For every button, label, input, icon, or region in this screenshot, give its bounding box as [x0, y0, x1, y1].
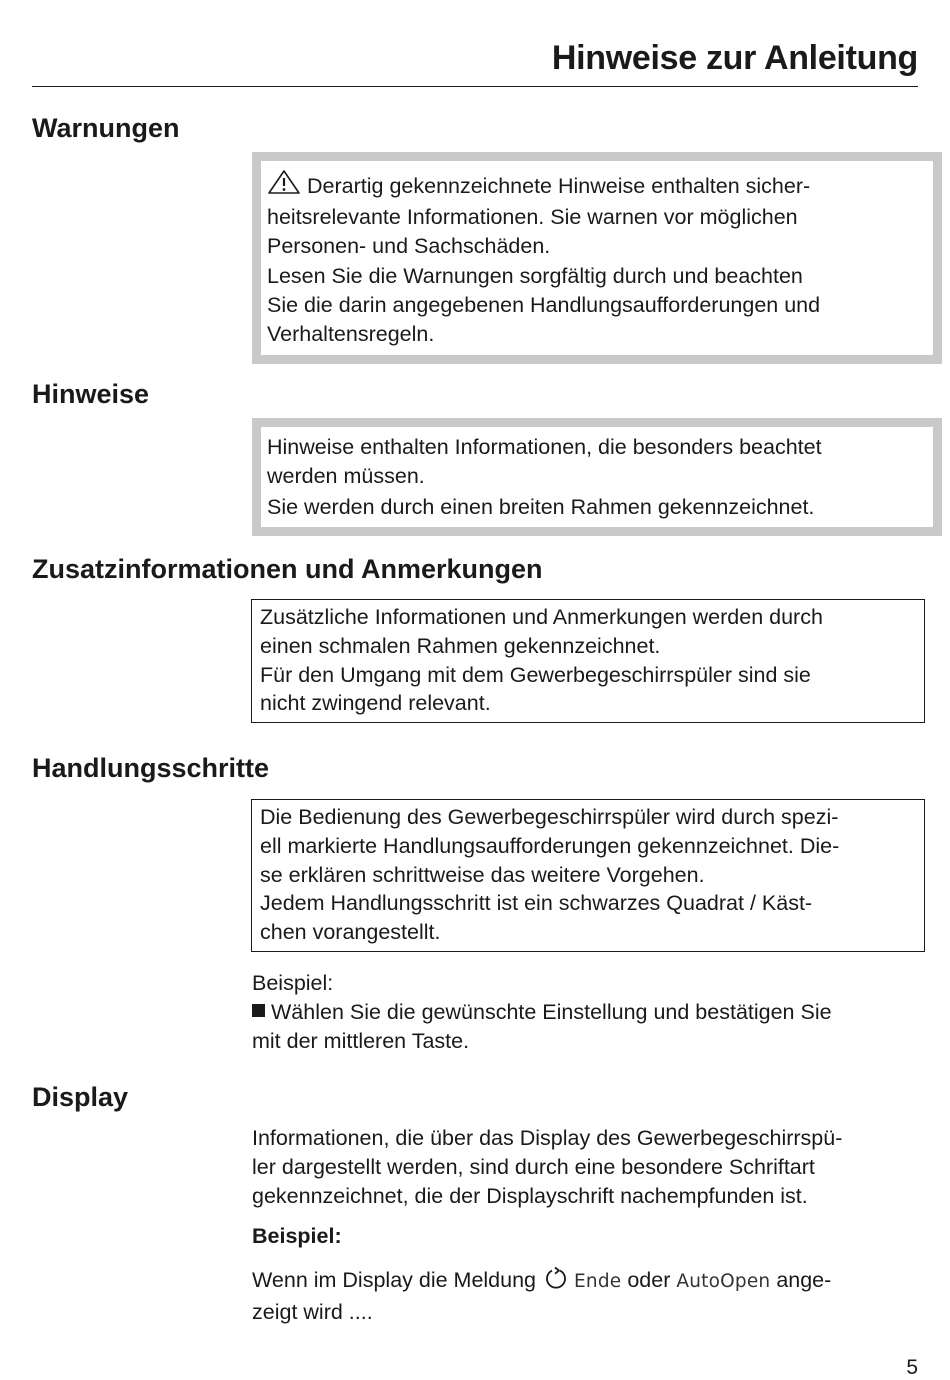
page-number: 5	[906, 1356, 918, 1379]
note-line: werden müssen.	[267, 463, 425, 488]
heading-hinweise: Hinweise	[32, 379, 150, 409]
display-text-ende: Ende	[574, 1271, 622, 1292]
cycle-icon	[544, 1266, 568, 1298]
info-line: einen schmalen Rahmen gekennzeichnet.	[260, 633, 661, 658]
display-description	[252, 1124, 922, 1210]
display-example-label: Beispiel:	[252, 1224, 342, 1248]
steps-line: chen vorangestellt.	[260, 920, 441, 945]
example-step: Wählen Sie die gewünschte Einstellung und bestätigen Sie	[252, 998, 922, 1027]
info-box	[251, 599, 925, 723]
display-line: Informationen, die über das Display des Gewerbegeschirrspü-	[252, 1126, 843, 1150]
warning-line: Lesen Sie die Warnungen sorgfältig durch und beachten	[267, 264, 803, 289]
info-line: Zusätzliche Informationen und Anmerkungen werden durch	[260, 605, 823, 629]
steps-line: ell markierte Handlungsaufforderungen gekennzeichnet. Die-	[260, 833, 840, 858]
display-example-line: Wenn im Display die Meldung Ende oder AutoOpen ange-	[252, 1266, 922, 1298]
info-line: Für den Umgang mit dem Gewerbegeschirrspüler sind sie	[260, 662, 811, 687]
steps-line: se erklären schrittweise das weitere Vorgehen.	[260, 862, 705, 887]
warning-box	[252, 152, 942, 364]
note-box	[252, 418, 942, 536]
info-line: nicht zwingend relevant.	[260, 691, 491, 716]
steps-box	[251, 799, 925, 952]
example-step-continued: mit der mittleren Taste.	[252, 1028, 470, 1053]
steps-line: Die Bedienung des Gewerbegeschirrspüler wird durch spezi-	[260, 805, 839, 829]
heading-zusatzinformationen: Zusatzinformationen und Anmerkungen	[32, 554, 543, 584]
warning-line: heitsrelevante Informationen. Sie warnen vor möglichen	[267, 204, 798, 229]
heading-warnungen: Warnungen	[32, 113, 180, 143]
display-example-line: zeigt wird ....	[252, 1299, 373, 1324]
steps-line: Jedem Handlungsschritt ist ein schwarzes Quadrat / Käst-	[260, 891, 813, 916]
display-line: gekennzeichnet, die der Displayschrift nachempfunden ist.	[252, 1183, 808, 1208]
steps-example	[252, 969, 922, 1055]
black-square-icon	[252, 1004, 265, 1017]
warning-triangle-icon	[267, 169, 301, 203]
warning-line: Personen- und Sachschäden.	[267, 233, 551, 258]
note-line: Sie werden durch einen breiten Rahmen gekennzeichnet.	[267, 494, 815, 519]
heading-handlungsschritte: Handlungsschritte	[32, 753, 270, 783]
page-title: Hinweise zur Anleitung	[551, 39, 918, 77]
title-divider	[32, 86, 918, 87]
note-line: Hinweise enthalten Informationen, die besonders beachtet	[267, 435, 822, 459]
warning-line: Derartig gekennzeichnete Hinweise enthalten sicher-	[267, 169, 919, 203]
warning-line: Sie die darin angegebenen Handlungsaufforderungen und	[267, 293, 821, 318]
display-text-autoopen: AutoOpen	[676, 1271, 771, 1292]
display-example	[252, 1266, 922, 1327]
heading-display: Display	[32, 1082, 129, 1112]
example-label: Beispiel:	[252, 971, 334, 995]
warning-line: Verhaltensregeln.	[267, 321, 435, 346]
display-line: ler dargestellt werden, sind durch eine besondere Schriftart	[252, 1154, 815, 1179]
